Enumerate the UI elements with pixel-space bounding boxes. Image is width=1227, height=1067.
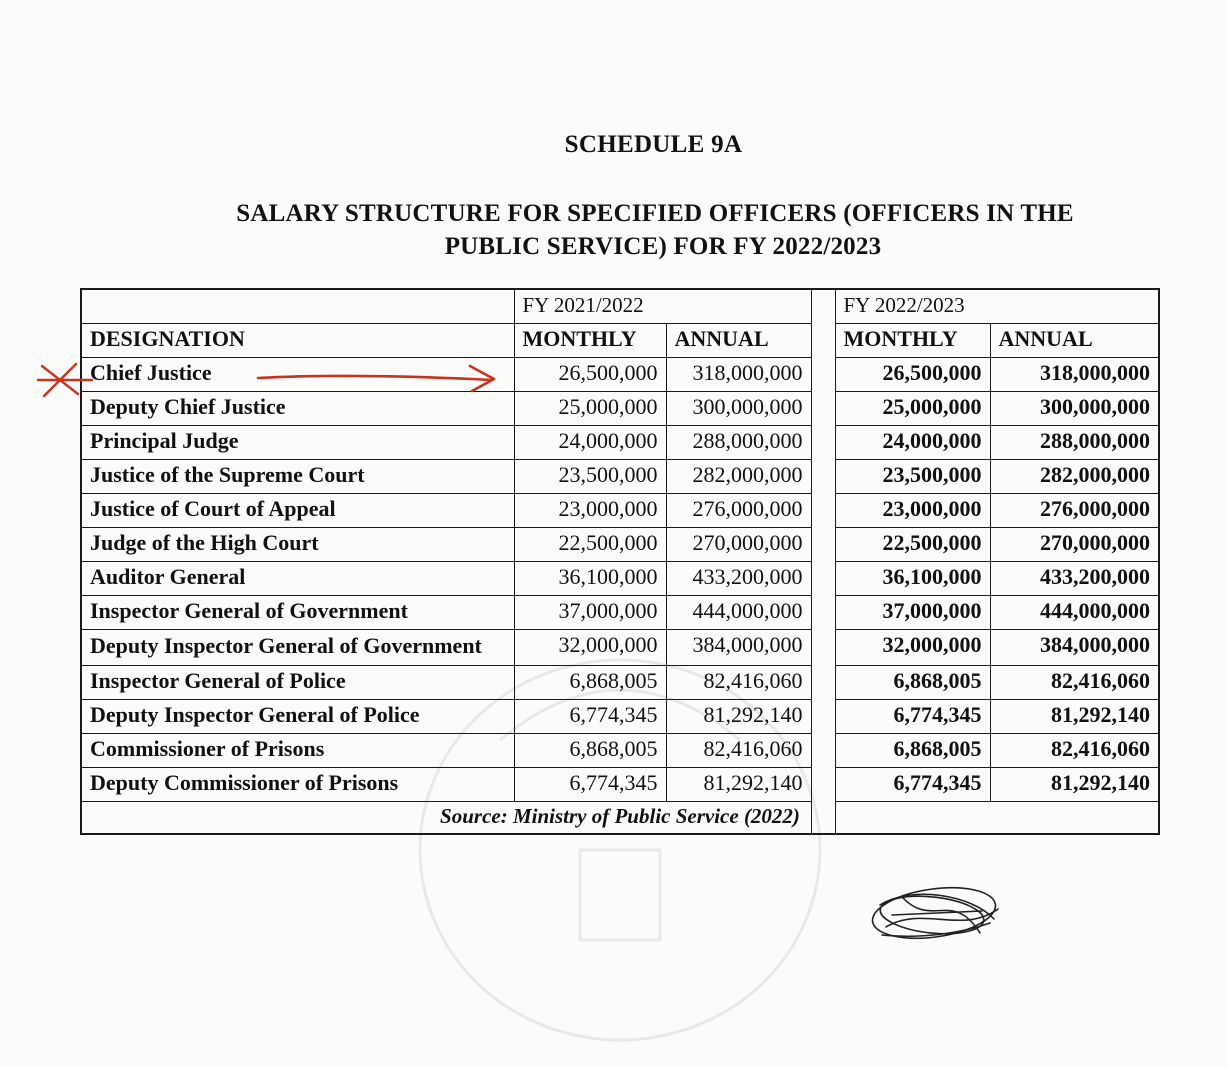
annual-2021-cell: 288,000,000	[666, 426, 811, 460]
monthly-2021-cell: 6,774,345	[514, 768, 666, 802]
monthly-2022-cell: 6,774,345	[835, 768, 990, 802]
monthly-2022-cell: 37,000,000	[835, 596, 990, 630]
annual-2021-cell: 81,292,140	[666, 700, 811, 734]
annual-2022-cell: 270,000,000	[990, 528, 1159, 562]
annual-2022-cell: 81,292,140	[990, 700, 1159, 734]
annual-2022-cell: 82,416,060	[990, 734, 1159, 768]
document-title	[130, 197, 1180, 263]
designation-cell: Judge of the High Court	[81, 528, 514, 562]
designation-cell: Chief Justice	[81, 358, 514, 392]
annual-2021-cell: 270,000,000	[666, 528, 811, 562]
designation-cell: Justice of the Supreme Court	[81, 460, 514, 494]
table-row	[81, 494, 1159, 528]
monthly-2022-cell: 26,500,000	[835, 358, 990, 392]
monthly-2021-cell: 23,500,000	[514, 460, 666, 494]
designation-cell: Justice of Court of Appeal	[81, 494, 514, 528]
header-blank-cell	[81, 289, 514, 324]
monthly-2021-cell: 26,500,000	[514, 358, 666, 392]
monthly-2021-cell: 6,774,345	[514, 700, 666, 734]
table-row	[81, 562, 1159, 596]
period-header-fy2021: FY 2021/2022	[514, 289, 811, 324]
annual-2021-cell: 276,000,000	[666, 494, 811, 528]
designation-cell: Inspector General of Police	[81, 666, 514, 700]
designation-cell: Deputy Commissioner of Prisons	[81, 768, 514, 802]
monthly-2021-cell: 25,000,000	[514, 392, 666, 426]
annual-2022-cell: 300,000,000	[990, 392, 1159, 426]
monthly-2021-cell: 37,000,000	[514, 596, 666, 630]
annual-2021-cell: 82,416,060	[666, 734, 811, 768]
header-row-period	[81, 289, 1159, 324]
annual-2021-cell: 81,292,140	[666, 768, 811, 802]
monthly-2022-cell: 24,000,000	[835, 426, 990, 460]
annual-2022-cell: 82,416,060	[990, 666, 1159, 700]
monthly-2022-cell: 6,774,345	[835, 700, 990, 734]
table-row	[81, 358, 1159, 392]
monthly-header-fy2021: MONTHLY	[514, 324, 666, 358]
monthly-2021-cell: 6,868,005	[514, 666, 666, 700]
annual-2022-cell: 444,000,000	[990, 596, 1159, 630]
annual-2022-cell: 288,000,000	[990, 426, 1159, 460]
table-row	[81, 392, 1159, 426]
schedule-title: SCHEDULE 9A	[564, 131, 743, 158]
monthly-2022-cell: 23,500,000	[835, 460, 990, 494]
title-line-1: SALARY STRUCTURE FOR SPECIFIED OFFICERS (OFFICERS IN THE	[236, 200, 1074, 227]
annual-2021-cell: 433,200,000	[666, 562, 811, 596]
monthly-2022-cell: 6,868,005	[835, 734, 990, 768]
table-row	[81, 700, 1159, 734]
designation-cell: Inspector General of Government	[81, 596, 514, 630]
annual-2022-cell: 318,000,000	[990, 358, 1159, 392]
monthly-2022-cell: 32,000,000	[835, 630, 990, 666]
table-row	[81, 426, 1159, 460]
annual-2022-cell: 282,000,000	[990, 460, 1159, 494]
title-line-2: PUBLIC SERVICE) FOR FY 2022/2023	[444, 233, 882, 260]
monthly-2021-cell: 23,000,000	[514, 494, 666, 528]
monthly-2021-cell: 22,500,000	[514, 528, 666, 562]
designation-cell: Deputy Inspector General of Government	[81, 630, 514, 666]
monthly-2022-cell: 22,500,000	[835, 528, 990, 562]
monthly-2021-cell: 36,100,000	[514, 562, 666, 596]
source-note: Source: Ministry of Public Service (2022)	[81, 802, 1159, 835]
table-row	[81, 596, 1159, 630]
annual-2022-cell: 384,000,000	[990, 630, 1159, 666]
table-row	[81, 460, 1159, 494]
monthly-2021-cell: 32,000,000	[514, 630, 666, 666]
table-row	[81, 666, 1159, 700]
annual-2022-cell: 81,292,140	[990, 768, 1159, 802]
annual-2021-cell: 318,000,000	[666, 358, 811, 392]
signature	[862, 875, 1012, 965]
designation-cell: Commissioner of Prisons	[81, 734, 514, 768]
annual-2022-cell: 276,000,000	[990, 494, 1159, 528]
monthly-2022-cell: 36,100,000	[835, 562, 990, 596]
column-separator	[811, 289, 835, 834]
table-row	[81, 768, 1159, 802]
designation-cell: Principal Judge	[81, 426, 514, 460]
annual-2021-cell: 282,000,000	[666, 460, 811, 494]
designation-cell: Deputy Chief Justice	[81, 392, 514, 426]
designation-cell: Auditor General	[81, 562, 514, 596]
table-row	[81, 630, 1159, 666]
annual-2022-cell: 433,200,000	[990, 562, 1159, 596]
annual-2021-cell: 82,416,060	[666, 666, 811, 700]
monthly-2022-cell: 23,000,000	[835, 494, 990, 528]
monthly-2022-cell: 6,868,005	[835, 666, 990, 700]
monthly-2021-cell: 24,000,000	[514, 426, 666, 460]
source-row	[81, 802, 1159, 835]
annual-2021-cell: 384,000,000	[666, 630, 811, 666]
annual-2021-cell: 300,000,000	[666, 392, 811, 426]
table-row	[81, 734, 1159, 768]
monthly-2021-cell: 6,868,005	[514, 734, 666, 768]
header-row-columns	[81, 324, 1159, 358]
monthly-header-fy2022: MONTHLY	[835, 324, 990, 358]
table-row	[81, 528, 1159, 562]
designation-cell: Deputy Inspector General of Police	[81, 700, 514, 734]
period-header-fy2022: FY 2022/2023	[835, 289, 1159, 324]
designation-header: DESIGNATION	[81, 324, 514, 358]
salary-table	[80, 288, 1160, 835]
annual-2021-cell: 444,000,000	[666, 596, 811, 630]
monthly-2022-cell: 25,000,000	[835, 392, 990, 426]
annual-header-fy2022: ANNUAL	[990, 324, 1159, 358]
annual-header-fy2021: ANNUAL	[666, 324, 811, 358]
